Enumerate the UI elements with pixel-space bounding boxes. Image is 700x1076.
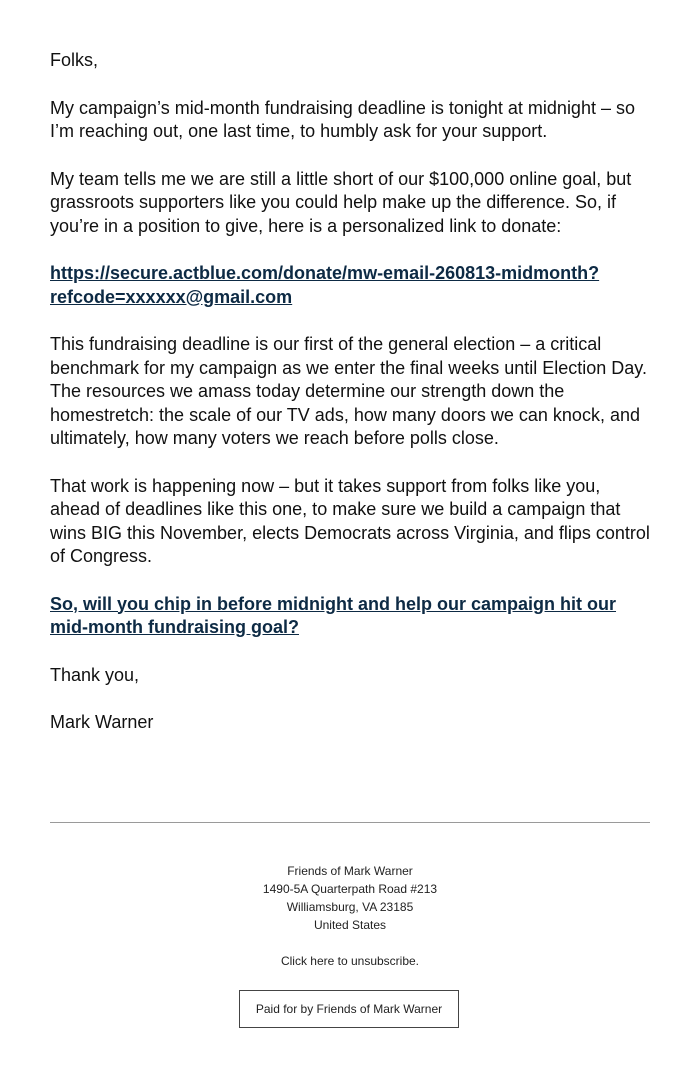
donate-link[interactable]: https://secure.actblue.com/donate/mw-email-260813-midmonth?refcode=xxxxxx@gmail.com bbox=[50, 263, 600, 307]
unsubscribe-link[interactable]: Click here to unsubscribe. bbox=[280, 954, 420, 968]
paid-for-disclaimer: Paid for by Friends of Mark Warner bbox=[239, 990, 459, 1028]
org-name: Friends of Mark Warner bbox=[287, 864, 413, 878]
footer-divider bbox=[50, 822, 650, 823]
paragraph-goal: My team tells me we are still a little short of our $100,000 online goal, but grassroots supporters like you could help make up the difference. So, if you’re in a position to give, here is a personalized link to donate: bbox=[50, 168, 632, 236]
chip-in-link[interactable]: So, will you chip in before midnight and help our campaign hit our mid-month fundraising goal? bbox=[50, 593, 617, 637]
city-state-zip: Williamsburg, VA 23185 bbox=[286, 900, 414, 914]
footer bbox=[0, 862, 700, 970]
closing: Thank you, bbox=[50, 664, 140, 685]
paragraph-benchmark: This fundraising deadline is our first of the general election – a critical benchmark for my campaign as we enter the final weeks until Election Day. The resources we amass today determine our strength down the homestretch: the scale of our TV ads, how many doors we can knock, and ultimately, how many voters we reach before polls close. bbox=[50, 334, 647, 448]
paragraph-work: That work is happening now – but it takes support from folks like you, ahead of deadlines like this one, to make sure we build a campaign that wins BIG this November, elects Democrats across Virginia, and flips control of Congress. bbox=[50, 475, 650, 566]
donate-link-paragraph bbox=[50, 262, 655, 309]
unsubscribe-line bbox=[0, 952, 700, 970]
greeting: Folks, bbox=[50, 50, 99, 70]
country: United States bbox=[313, 918, 387, 932]
cta-paragraph bbox=[50, 593, 655, 640]
paragraph-deadline: My campaign’s mid-month fundraising deadline is tonight at midnight – so I’m reaching out, one last time, to humbly ask for your support. bbox=[50, 97, 635, 141]
signature: Mark Warner bbox=[50, 712, 154, 732]
street-address: 1490-5A Quarterpath Road #213 bbox=[262, 882, 438, 896]
mailing-address bbox=[0, 862, 700, 934]
email-body bbox=[50, 49, 655, 759]
